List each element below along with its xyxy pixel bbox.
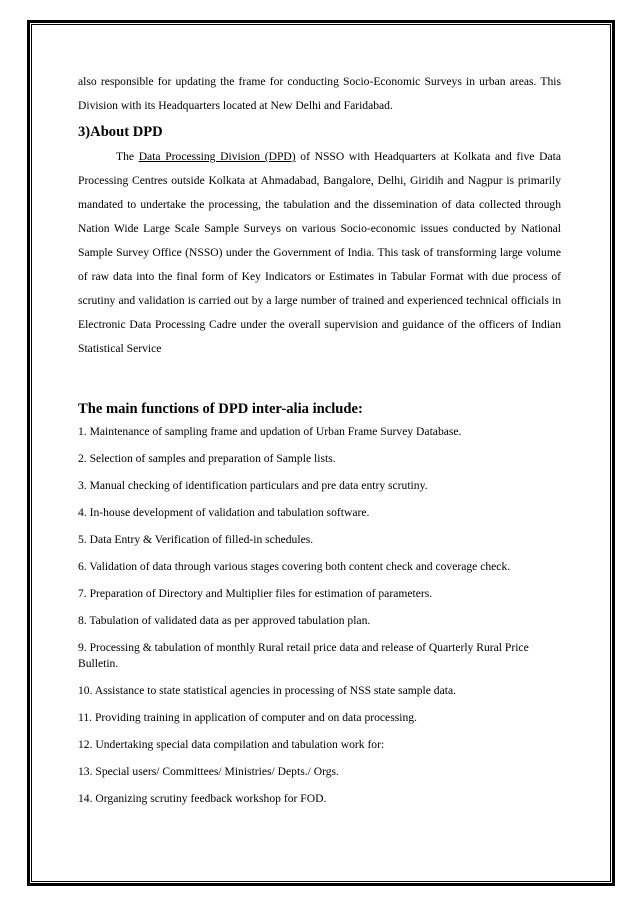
page-content bbox=[78, 70, 561, 818]
section-heading: 3)About DPD bbox=[78, 124, 163, 140]
list-item: 11. Providing training in application of computer and on data processing. bbox=[78, 711, 417, 724]
intro-paragraph: also responsible for updating the frame for conducting Socio-Economic Surveys in urban areas. This Division with its Headquarters located at New Delhi and Faridabad. bbox=[78, 75, 561, 112]
list-item: 8. Tabulation of validated data as per approved tabulation plan. bbox=[78, 614, 371, 627]
dpd-paragraph-prefix: The bbox=[116, 150, 139, 163]
dpd-paragraph-body: of NSSO with Headquarters at Kolkata and five Data Processing Centres outside Kolkata at Ahmadabad, Bangalore, Delhi, Giridih and Nagpur is primarily mandated to undertake the processing, the tabulation and the dissemination of data collected through Nation Wide Large Scale Sample Surveys on various Socio-economic issues conducted by National Sample Survey Office (NSSO) under the Government of India. This task of transforming large volume of raw data into the final form of Key Indicators or Estimates in Tabular Format with due process of scrutiny and validation is carried out by a large number of trained and experienced technical officials in Electronic Data Processing Cadre under the overall supervision and guidance of the officers of Indian Statistical Service bbox=[78, 150, 561, 355]
list-item: 9. Processing & tabulation of monthly Rural retail price data and release of Quarterly Rural Price Bulletin. bbox=[78, 641, 529, 670]
list-item: 14. Organizing scrutiny feedback workshop for FOD. bbox=[78, 792, 327, 805]
list-item: 12. Undertaking special data compilation and tabulation work for: bbox=[78, 738, 385, 751]
list-item: 3. Manual checking of identification particulars and pre data entry scrutiny. bbox=[78, 479, 428, 492]
list-item: 7. Preparation of Directory and Multiplier files for estimation of parameters. bbox=[78, 587, 433, 600]
functions-list bbox=[78, 424, 561, 807]
dpd-paragraph bbox=[78, 145, 561, 361]
functions-heading: The main functions of DPD inter-alia include: bbox=[78, 401, 363, 417]
list-item: 6. Validation of data through various stages covering both content check and coverage check. bbox=[78, 560, 511, 573]
dpd-underlined-term: Data Processing Division (DPD) bbox=[138, 150, 296, 163]
list-item: 2. Selection of samples and preparation of Sample lists. bbox=[78, 452, 336, 465]
list-item: 1. Maintenance of sampling frame and updation of Urban Frame Survey Database. bbox=[78, 425, 462, 438]
list-item: 13. Special users/ Committees/ Ministries/ Depts./ Orgs. bbox=[78, 765, 339, 778]
list-item: 10. Assistance to state statistical agencies in processing of NSS state sample data. bbox=[78, 684, 457, 697]
list-item: 5. Data Entry & Verification of filled-in schedules. bbox=[78, 533, 314, 546]
list-item: 4. In-house development of validation and tabulation software. bbox=[78, 506, 370, 519]
